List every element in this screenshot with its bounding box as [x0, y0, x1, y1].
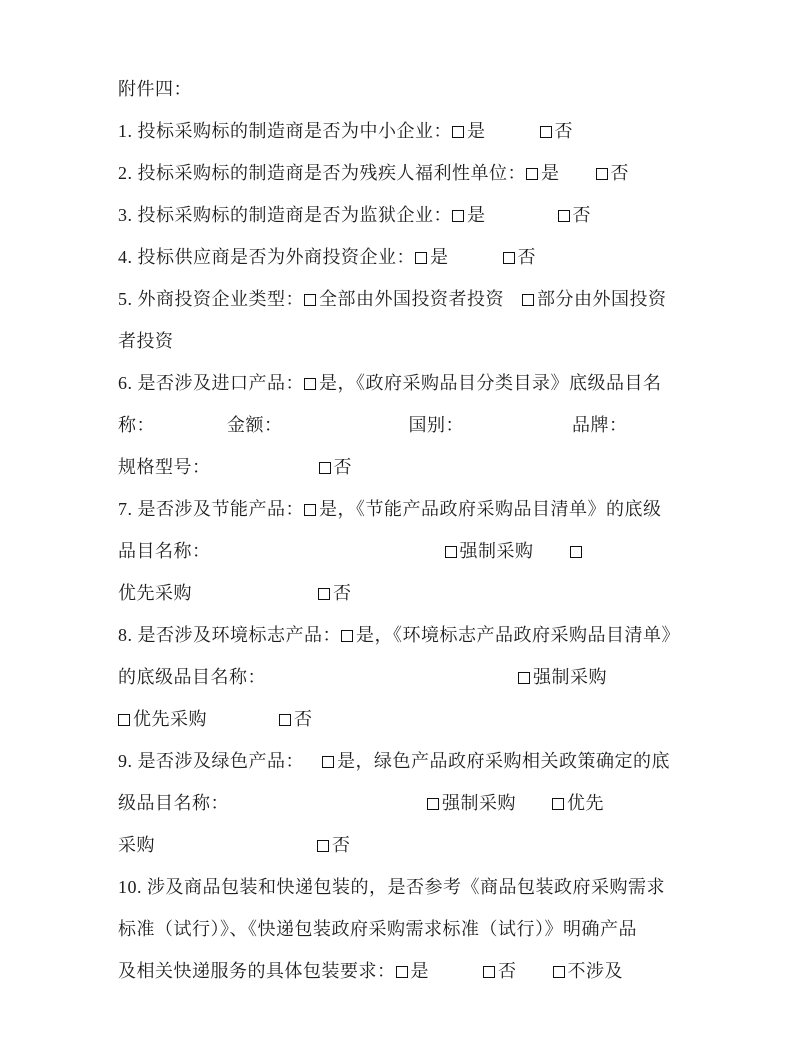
checkbox-square-icon — [118, 714, 130, 726]
checkbox-label: 强制采购 — [533, 667, 607, 687]
checkbox-square-icon — [318, 588, 330, 600]
checkbox-q1-yes[interactable] — [452, 121, 486, 141]
checkbox-q3-yes[interactable] — [452, 205, 486, 225]
q6-field-country-label: 国别： — [408, 415, 464, 435]
q9-label: 9. 是否涉及绿色产品： — [118, 751, 304, 771]
spacer — [560, 178, 596, 179]
question-8-line — [118, 614, 688, 656]
checkbox-square-icon — [304, 504, 316, 516]
attachment-title: 附件四： — [118, 79, 192, 99]
spacer — [266, 682, 518, 683]
q10-label-continuation-1: 标准（试行）》、《快递包装政府采购需求标准（试行）》明确产品 — [118, 919, 637, 939]
checkbox-label: 否 — [333, 457, 352, 477]
spacer — [534, 556, 570, 557]
question-7-continuation-line — [118, 572, 688, 614]
q5-partial-foreign-continuation: 者投资 — [118, 331, 174, 351]
spacer — [229, 808, 427, 809]
q10-label-continuation-2: 及相关快递服务的具体包装要求： — [118, 961, 396, 981]
checkbox-label: 全部由外国投资者投资 — [319, 289, 504, 309]
checkbox-q4-no[interactable] — [503, 247, 537, 267]
checkbox-square-icon — [319, 462, 331, 474]
checkbox-square-icon — [558, 210, 570, 222]
checkbox-q7-no[interactable] — [318, 583, 352, 603]
q4-label: 4. 投标供应商是否为外商投资企业： — [118, 247, 415, 267]
checkbox-square-icon — [483, 966, 495, 978]
checkbox-square-icon — [596, 168, 608, 180]
spacer — [517, 976, 553, 977]
checkbox-q8-priority[interactable] — [118, 709, 207, 729]
checkbox-label: 否 — [554, 121, 573, 141]
checkbox-label: 否 — [610, 163, 629, 183]
q7-yes-description: ，《节能产品政府采购品目清单》的底级 — [337, 499, 662, 519]
q6-field-model-label: 规格型号： — [118, 457, 211, 477]
q1-label: 1. 投标采购标的制造商是否为中小企业： — [118, 121, 452, 141]
q7-field-item-name-label: 品目名称： — [118, 541, 211, 561]
checkbox-q9-no[interactable] — [317, 835, 351, 855]
checkbox-q7-mandatory[interactable] — [445, 541, 534, 561]
checkbox-label: 是 — [467, 121, 486, 141]
spacer — [449, 262, 503, 263]
checkbox-q10-yes[interactable] — [396, 961, 430, 981]
checkbox-q7-priority[interactable] — [570, 541, 585, 561]
q9-priority-continuation: 采购 — [118, 835, 155, 855]
question-9-line — [118, 740, 688, 782]
spacer — [464, 430, 572, 431]
checkbox-square-icon — [427, 798, 439, 810]
checkbox-q8-no[interactable] — [279, 709, 313, 729]
checkbox-q3-no[interactable] — [558, 205, 592, 225]
checkbox-label: 强制采购 — [459, 541, 534, 561]
checkbox-label: 强制采购 — [442, 793, 516, 813]
checkbox-square-icon — [304, 294, 316, 306]
checkbox-q5-partial-foreign[interactable] — [522, 289, 667, 309]
q7-priority-continuation: 优先采购 — [118, 583, 192, 603]
question-6-line — [118, 362, 688, 404]
checkbox-square-icon — [526, 168, 538, 180]
checkbox-label: 否 — [498, 961, 517, 981]
document-content — [118, 68, 688, 992]
checkbox-label: 不涉及 — [567, 961, 623, 981]
checkbox-square-icon — [452, 126, 464, 138]
checkbox-q9-yes[interactable] — [322, 751, 356, 771]
attachment-title-line — [118, 68, 688, 110]
q6-label: 6. 是否涉及进口产品： — [118, 373, 304, 393]
q8-label: 8. 是否涉及环境标志产品： — [118, 625, 341, 645]
checkbox-square-icon — [522, 294, 534, 306]
q6-field-brand-label: 品牌： — [572, 415, 628, 435]
checkbox-label: 否 — [332, 835, 351, 855]
q5-label: 5. 外商投资企业类型： — [118, 289, 304, 309]
checkbox-q8-yes[interactable] — [341, 625, 375, 645]
checkbox-square-icon — [540, 126, 552, 138]
checkbox-square-icon — [322, 756, 334, 768]
checkbox-square-icon — [503, 252, 515, 264]
question-10-line — [118, 866, 688, 908]
q10-label: 10. 涉及商品包装和快递包装的，是否参考《商品包装政府采购需求 — [118, 877, 665, 897]
checkbox-square-icon — [570, 546, 582, 558]
checkbox-q5-all-foreign[interactable] — [304, 289, 504, 309]
checkbox-label: 否 — [517, 247, 536, 267]
checkbox-label: 是 — [410, 961, 429, 981]
checkbox-q7-yes[interactable] — [304, 499, 338, 519]
checkbox-q9-priority[interactable] — [552, 793, 604, 813]
q2-label: 2. 投标采购标的制造商是否为残疾人福利性单位： — [118, 163, 526, 183]
q9-yes-description: ，绿色产品政府采购相关政策确定的底 — [355, 751, 670, 771]
checkbox-q6-yes[interactable] — [304, 373, 338, 393]
question-10-continuation-line-1 — [118, 908, 688, 950]
spacer — [429, 976, 483, 977]
spacer — [192, 598, 318, 599]
q6-field-amount-label: 金额： — [227, 415, 283, 435]
question-9-fields-line — [118, 782, 688, 824]
checkbox-square-icon — [452, 210, 464, 222]
q7-label: 7. 是否涉及节能产品： — [118, 499, 304, 519]
checkbox-q10-not-involved[interactable] — [553, 961, 624, 981]
question-8-fields-line — [118, 656, 688, 698]
question-8-options-line — [118, 698, 688, 740]
checkbox-square-icon — [415, 252, 427, 264]
q8-yes-description: ，《环境标志产品政府采购品目清单》 — [374, 625, 680, 645]
checkbox-q9-mandatory[interactable] — [427, 793, 516, 813]
checkbox-square-icon — [396, 966, 408, 978]
spacer — [211, 556, 445, 557]
checkbox-label: 否 — [294, 709, 313, 729]
q9-field-item-name-label: 级品目名称： — [118, 793, 229, 813]
checkbox-q2-yes[interactable] — [526, 163, 560, 183]
question-5-line — [118, 278, 688, 320]
spacer — [504, 304, 522, 305]
q8-field-item-name-label: 的底级品目名称： — [118, 667, 266, 687]
question-2-line — [118, 152, 688, 194]
question-1-line — [118, 110, 688, 152]
checkbox-q1-no[interactable] — [540, 121, 574, 141]
checkbox-q6-no[interactable] — [319, 457, 353, 477]
checkbox-q10-no[interactable] — [483, 961, 517, 981]
checkbox-label: 是 — [541, 163, 560, 183]
checkbox-label: 否 — [572, 205, 591, 225]
checkbox-label: 是 — [319, 373, 338, 393]
checkbox-label: 是 — [356, 625, 375, 645]
question-9-continuation-line — [118, 824, 688, 866]
checkbox-q2-no[interactable] — [596, 163, 630, 183]
checkbox-label: 是 — [319, 499, 338, 519]
spacer — [211, 472, 319, 473]
checkbox-square-icon — [552, 798, 564, 810]
spacer — [155, 430, 227, 431]
checkbox-q4-yes[interactable] — [415, 247, 449, 267]
checkbox-label: 优先 — [567, 793, 604, 813]
question-5-continuation-line — [118, 320, 688, 362]
question-4-line — [118, 236, 688, 278]
question-10-continuation-line-2 — [118, 950, 688, 992]
checkbox-square-icon — [553, 966, 565, 978]
question-7-fields-line — [118, 530, 688, 572]
checkbox-square-icon — [279, 714, 291, 726]
q3-label: 3. 投标采购标的制造商是否为监狱企业： — [118, 205, 452, 225]
checkbox-label: 部分由外国投资 — [537, 289, 667, 309]
checkbox-label: 是 — [467, 205, 486, 225]
checkbox-square-icon — [317, 840, 329, 852]
question-6-model-line — [118, 446, 688, 488]
spacer — [486, 136, 540, 137]
checkbox-q8-mandatory[interactable] — [518, 667, 607, 687]
q6-field-item-name-label: 称： — [118, 415, 155, 435]
spacer — [304, 766, 322, 767]
spacer — [155, 850, 317, 851]
checkbox-square-icon — [518, 672, 530, 684]
checkbox-label: 否 — [333, 583, 352, 603]
question-6-fields-line — [118, 404, 688, 446]
checkbox-square-icon — [445, 546, 457, 558]
spacer — [283, 430, 409, 431]
question-7-line — [118, 488, 688, 530]
question-3-line — [118, 194, 688, 236]
checkbox-square-icon — [304, 378, 316, 390]
spacer — [516, 808, 552, 809]
checkbox-label: 是 — [337, 751, 356, 771]
checkbox-square-icon — [341, 630, 353, 642]
checkbox-label: 是 — [430, 247, 449, 267]
q6-yes-description: ，《政府采购品目分类目录》底级品目名 — [337, 373, 662, 393]
spacer — [486, 220, 558, 221]
checkbox-label: 优先采购 — [133, 709, 207, 729]
spacer — [207, 724, 279, 725]
